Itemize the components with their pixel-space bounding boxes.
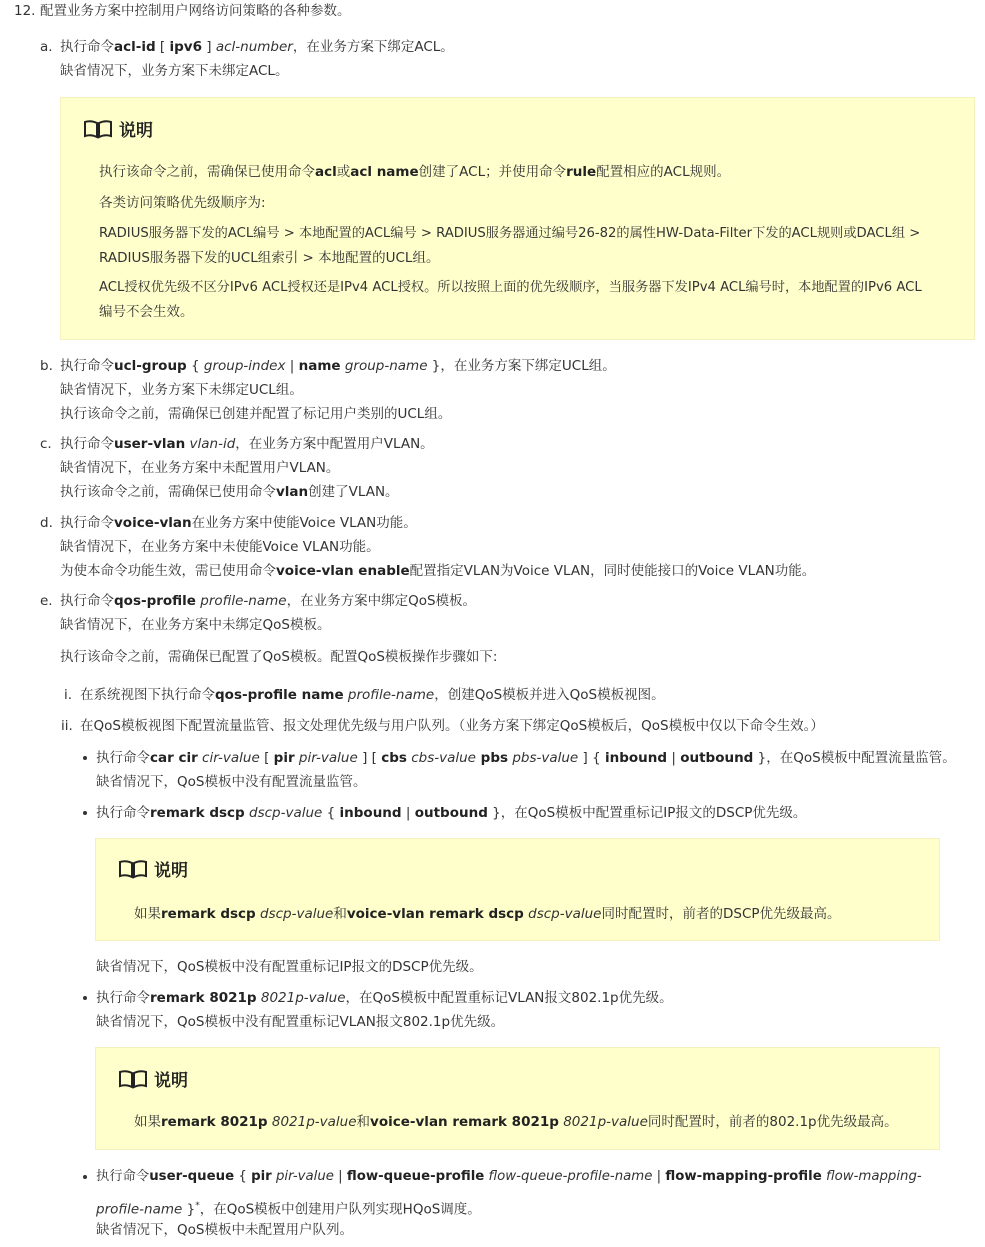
item-c-requirement: 执行该命令之前，需确保已使用命令vlan创建了VLAN。 [60, 484, 399, 500]
dot1p-command-line: 执行命令remark 8021p 8021p-value，在QoS模板中配置重标记VLAN报文802.1p优先级。 [96, 990, 673, 1006]
note1-line-3a: RADIUS服务器下发的ACL编号 > 本地配置的ACL编号 > RADIUS服务器通过编号26-82的属性HW-Data-Filter下发的ACL规则或DACL组 > [99, 226, 921, 241]
book-icon [118, 859, 148, 879]
queue-command-line-cont: profile-name }*，在QoS模板中创建用户队列实现HQoS调度。 [96, 1201, 481, 1218]
item-b-requirement: 执行该命令之前，需确保已创建并配置了标记用户类别的UCL组。 [60, 406, 452, 422]
bullet-user-queue [83, 1175, 87, 1179]
note-title-2: 说明 [118, 859, 188, 882]
item-a-marker: a. [40, 39, 53, 55]
note3-text: 如果remark 8021p 8021p-value和voice-vlan remark 8021p 8021p-value同时配置时，前者的802.1p优先级最高。 [134, 1114, 898, 1130]
dscp-default: 缺省情况下，QoS模板中没有配置重标记IP报文的DSCP优先级。 [96, 959, 483, 975]
item-c-default: 缺省情况下，在业务方案中未配置用户VLAN。 [60, 460, 340, 476]
item-d-default: 缺省情况下，在业务方案中未使能Voice VLAN功能。 [60, 539, 380, 555]
item-e-command-line: 执行命令qos-profile profile-name，在业务方案中绑定QoS模板。 [60, 593, 477, 609]
book-icon [83, 119, 113, 139]
dot1p-default: 缺省情况下，QoS模板中没有配置重标记VLAN报文802.1p优先级。 [96, 1014, 505, 1030]
item-d-requirement: 为使本命令功能生效，需已使用命令voice-vlan enable配置指定VLAN为Voice VLAN，同时使能接口的Voice VLAN功能。 [60, 563, 816, 579]
note-box-1 [60, 97, 975, 340]
item-d-command-line: 执行命令voice-vlan在业务方案中使能Voice VLAN功能。 [60, 515, 417, 531]
note-title-1: 说明 [83, 119, 153, 142]
item-c-command-line: 执行命令user-vlan vlan-id，在业务方案中配置用户VLAN。 [60, 436, 434, 452]
bullet-8021p [83, 996, 87, 1000]
substep-ii-marker: ii. [61, 718, 73, 734]
note1-line-4b: 编号不会生效。 [99, 304, 194, 320]
bullet-dscp [83, 811, 87, 815]
substep-i-text: 在系统视图下执行命令qos-profile name profile-name，创建QoS模板并进入QoS模板视图。 [80, 687, 665, 703]
bullet-car [83, 756, 87, 760]
note-box-2 [95, 838, 940, 941]
queue-default: 缺省情况下，QoS模板中未配置用户队列。 [96, 1222, 353, 1238]
step-number: 12. [14, 3, 36, 19]
queue-command-line: 执行命令user-queue { pir pir-value | flow-queue-profile flow-queue-profile-name | flow-mapping-profile flow-mapping- [96, 1169, 922, 1184]
note1-line-3b: RADIUS服务器下发的UCL组索引 > 本地配置的UCL组。 [99, 250, 440, 266]
dscp-command-line: 执行命令remark dscp dscp-value { inbound | outbound }，在QoS模板中配置重标记IP报文的DSCP优先级。 [96, 805, 807, 821]
car-default: 缺省情况下，QoS模板中没有配置流量监管。 [96, 774, 367, 790]
item-b-default: 缺省情况下，业务方案下未绑定UCL组。 [60, 382, 303, 398]
item-a-command-line: 执行命令acl-id [ ipv6 ] acl-number，在业务方案下绑定ACL。 [60, 39, 454, 55]
item-b-command-line: 执行命令ucl-group { group-index | name group-name }，在业务方案下绑定UCL组。 [60, 358, 616, 374]
item-a-default: 缺省情况下，业务方案下未绑定ACL。 [60, 63, 289, 79]
item-c-marker: c. [40, 436, 52, 452]
item-e-default: 缺省情况下，在业务方案中未绑定QoS模板。 [60, 617, 331, 633]
note2-text: 如果remark dscp dscp-value和voice-vlan remark dscp dscp-value同时配置时，前者的DSCP优先级最高。 [134, 906, 841, 922]
item-e-marker: e. [40, 593, 53, 609]
note-box-3 [95, 1047, 940, 1150]
item-e-requirement: 执行该命令之前，需确保已配置了QoS模板。配置QoS模板操作步骤如下: [60, 649, 498, 665]
note-title-3: 说明 [118, 1069, 188, 1092]
substep-ii-text: 在QoS模板视图下配置流量监管、报文处理优先级与用户队列。（业务方案下绑定QoS模板后，QoS模板中仅以下命令生效。） [80, 718, 824, 734]
substep-i-marker: i. [64, 687, 73, 703]
item-b-marker: b. [40, 358, 53, 374]
note1-line-4a: ACL授权优先级不区分IPv6 ACL授权还是IPv4 ACL授权。所以按照上面的优先级顺序，当服务器下发IPv4 ACL编号时，本地配置的IPv6 ACL [99, 280, 922, 295]
note1-line-1: 执行该命令之前，需确保已使用命令acl或acl name创建了ACL；并使用命令rule配置相应的ACL规则。 [99, 164, 731, 180]
car-command-line: 执行命令car cir cir-value [ pir pir-value ] [ cbs cbs-value pbs pbs-value ] { inbound | outbound }，在QoS模板中配置流量监管。 [96, 750, 956, 766]
item-d-marker: d. [40, 515, 53, 531]
step-text: 配置业务方案中控制用户网络访问策略的各种参数。 [40, 3, 351, 19]
book-icon [118, 1069, 148, 1089]
note1-line-2: 各类访问策略优先级顺序为: [99, 195, 266, 211]
